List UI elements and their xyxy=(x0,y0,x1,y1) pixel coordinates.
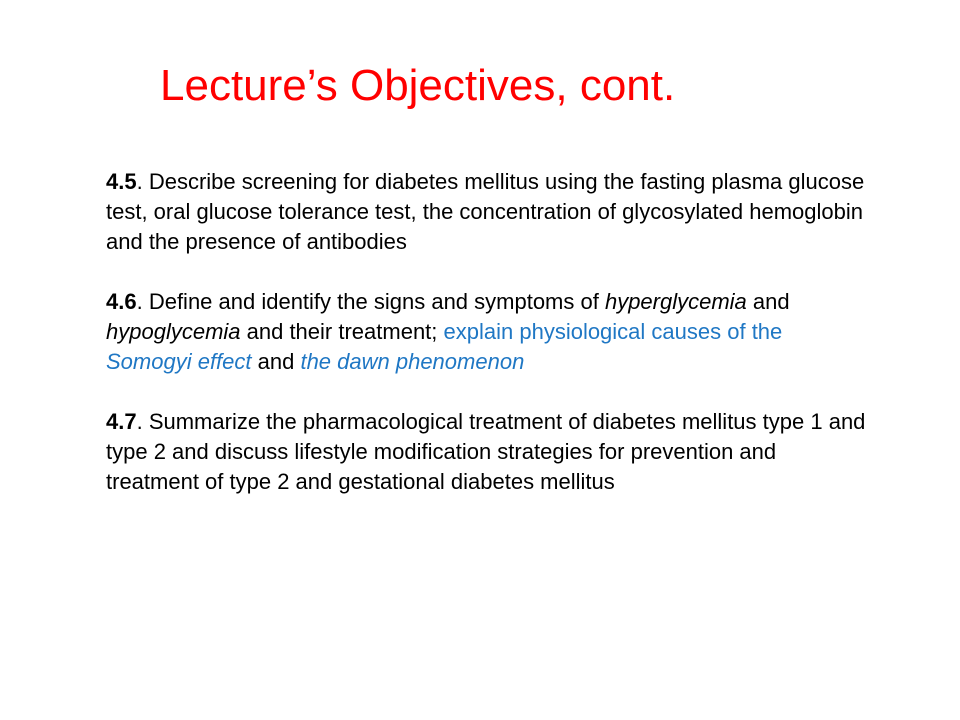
objective-4-6 xyxy=(106,287,866,377)
highlight-text: explain physiological causes of the xyxy=(443,319,783,344)
objective-text: . Summarize the pharmacological treatment of diabetes mellitus type 1 and type 2 and discuss lifestyle modification strategies for prevention and treatment of type 2 and gestational diabetes mellitus xyxy=(106,409,866,494)
objective-text: and xyxy=(746,289,790,314)
term-hypoglycemia: hypoglycemia xyxy=(106,319,241,344)
objective-text: and their treatment; xyxy=(240,319,444,344)
paragraph-gap xyxy=(106,257,866,287)
slide-title: Lecture’s Objectives, cont. xyxy=(160,61,676,110)
objective-4-5 xyxy=(106,167,866,257)
objective-text: . Define and identify the signs and symptoms of xyxy=(136,289,605,314)
objective-4-7 xyxy=(106,407,866,497)
term-somogyi-effect: Somogyi effect xyxy=(106,349,252,374)
objective-text: . Describe screening for diabetes mellitus using the fasting plasma glucose test, oral glucose tolerance test, the concentration of glycosylated hemoglobin and the presence of antibodies xyxy=(106,169,865,254)
objective-number: 4.5 xyxy=(106,169,137,194)
objective-number: 4.7 xyxy=(106,409,137,434)
term-dawn-phenomenon: the dawn phenomenon xyxy=(300,349,525,374)
objective-text: and xyxy=(251,349,301,374)
term-hyperglycemia: hyperglycemia xyxy=(604,289,747,314)
paragraph-gap xyxy=(106,377,866,407)
objectives-body xyxy=(106,167,866,497)
objective-number: 4.6 xyxy=(106,289,137,314)
